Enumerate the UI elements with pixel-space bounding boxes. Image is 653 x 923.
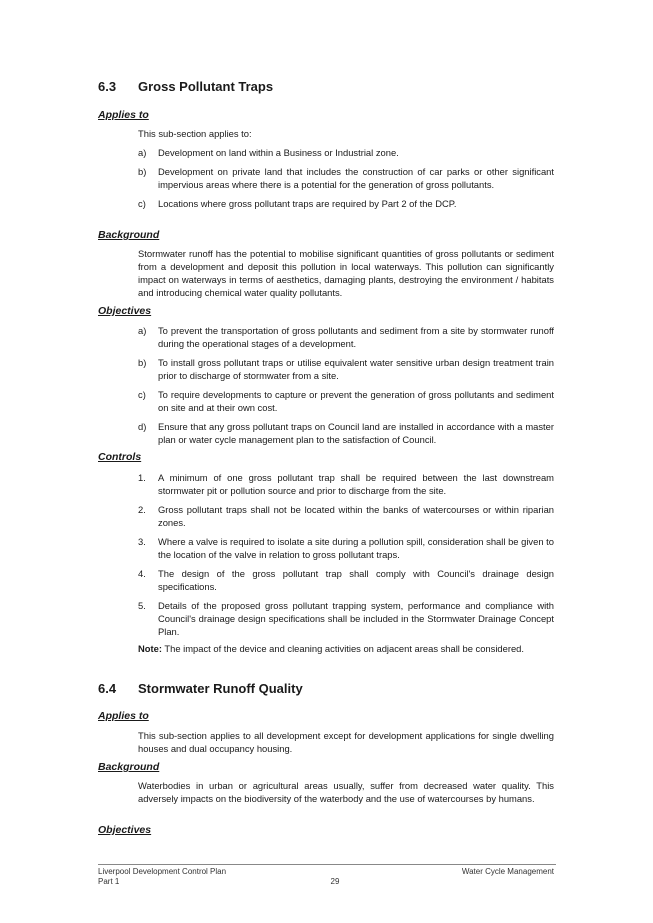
footer-chapter: Water Cycle Management [461,867,554,876]
list-item: 3. Where a valve is required to isolate a site during a pollution spill, consideration shall be given to the location of the valve in relation to gross pollutant traps. [138,536,554,560]
background-text: Waterbodies in urban or agricultural areas usually, suffer from decreased water quality. This adversely impacts on the biodiversity of the waterbody and the use of watercourses by humans. [138,780,554,804]
footer-doc-title: Liverpool Development Control Plan [98,867,227,876]
section-title: Gross Pollutant Traps [138,79,274,94]
footer-page-number: 29 [330,877,340,886]
list-item: b) To install gross pollutant traps or utilise equivalent water sensitive urban design treatment train prior to discharge of stormwater from a site. [138,357,554,381]
controls-heading: Controls [98,451,142,463]
list-item: 5. Details of the proposed gross pollutant trapping system, performance and compliance with Council's drainage design specifications shall be included in the Stormwater Drainage Concept Plan. [138,600,554,637]
list-item: 1. A minimum of one gross pollutant trap shall be required between the last downstream stormwater pit or pollution source and prior to discharge from the site. [138,472,554,496]
list-item: 2. Gross pollutant traps shall not be located within the banks of watercourses or within riparian zones. [138,504,554,528]
note-paragraph [138,642,554,655]
list-item: c) To require developments to capture or prevent the generation of gross pollutants and sediment on site and at their own cost. [138,389,554,413]
list-item: a) Development on land within a Business or Industrial zone. [138,147,399,158]
section-number: 6.3 [98,79,117,94]
section-title: Stormwater Runoff Quality [138,681,303,696]
background-heading: Background [98,761,160,773]
applies-to-heading: Applies to [98,710,149,722]
applies-to-intro: This sub-section applies to: [138,128,252,139]
section-heading-6-4 [98,681,303,696]
list-item: 4. The design of the gross pollutant trap shall comply with Council's drainage design specifications. [138,568,554,592]
objectives-heading: Objectives [98,824,152,836]
applies-to-list [138,146,554,210]
list-item: d) Ensure that any gross pollutant traps on Council land are installed in accordance with a master plan or water cycle management plan to the satisfaction of Council. [138,421,554,445]
list-item: a) To prevent the transportation of gross pollutants and sediment from a site by stormwater runoff during the operational stages of a development. [138,325,554,349]
controls-list [138,471,554,638]
applies-to-text: This sub-section applies to all development except for development applications for single dwelling houses and dual occupancy housing. [138,730,554,754]
footer-part: Part 1 [98,877,120,886]
section-number: 6.4 [98,681,117,696]
section-heading-6-3 [98,79,273,94]
list-item: b) Development on private land that includes the construction of car parks or other significant impervious areas where there is a potential for the generation of gross pollutants. [138,166,554,190]
background-heading: Background [98,229,160,241]
list-item: c) Locations where gross pollutant traps are required by Part 2 of the DCP. [138,198,457,209]
applies-to-heading: Applies to [98,109,149,121]
footer-divider [98,864,556,865]
note-text: The impact of the device and cleaning activities on adjacent areas shall be considered. [161,643,524,654]
note-label: Note: [138,643,162,654]
objectives-list [138,324,554,446]
background-text: Stormwater runoff has the potential to mobilise significant quantities of gross pollutants or sediment from a development and deposit this pollution in local waterways. This pollution can significantly impact on waterways in terms of aesthetics, damaging plants, destroying the environment / habitats and introducing chemical water quality pollutants. [138,248,554,298]
objectives-heading: Objectives [98,305,152,317]
